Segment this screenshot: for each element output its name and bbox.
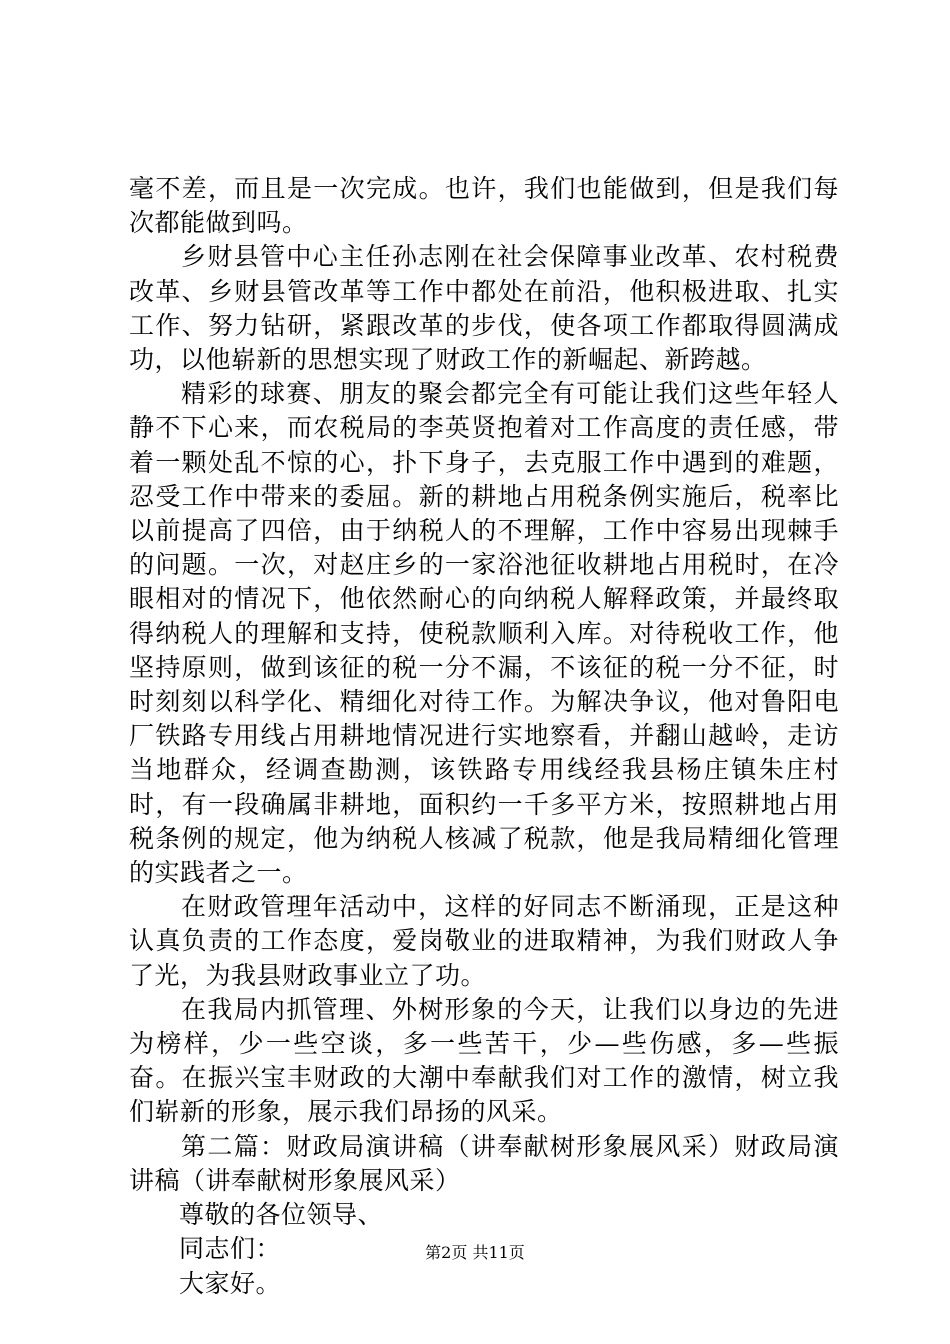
page-number-footer: 第2页 共11页	[425, 1243, 525, 1262]
paragraph-management-year: 在财政管理年活动中，这样的好同志不断涌现，正是这种认真负责的工作态度，爱岗敬业的进取精神，为我们财政人争了光，为我县财政事业立了功。	[129, 892, 839, 990]
greeting-comrades: 同志们：	[179, 1234, 282, 1264]
paragraph-continuation: 毫不差，而且是一次完成。也许，我们也能做到，但是我们每次都能做到吗。	[129, 174, 839, 238]
paragraph-closing: 在我局内抓管理、外树形象的今天，让我们以身边的先进为榜样，少一些空谈，多一些苦干，少—些伤感，多—些振奋。在振兴宝丰财政的大潮中奉献我们对工作的激情，树立我们崭新的形象，展示我们昂扬的风采。	[129, 994, 839, 1127]
greeting-leaders: 尊敬的各位领导、	[179, 1200, 384, 1230]
paragraph-li-yingxian: 精彩的球赛、朋友的聚会都完全有可能让我们这些年轻人静不下心来，而农税局的李英贤抱着对工作高度的责任感，带着一颗处乱不惊的心，扑下身子，去克服工作中遇到的难题，忍受工作中带来的委屈。新的耕地占用税条例实施后，税率比以前提高了四倍，由于纳税人的不理解，工作中容易出现棘手的问题。一次，对赵庄乡的一家浴池征收耕地占用税时，在冷眼相对的情况下，他依然耐心的向纳税人解释政策，并最终取得纳税人的理解和支持，使税款顺利入库。对待税收工作，他坚持原则，做到该征的税一分不漏，不该征的税一分不征，时时刻刻以科学化、精细化对待工作。为解决争议，他对鲁阳电厂铁路专用线占用耕地情况进行实地察看，并翻山越岭，走访当地群众，经调查勘测，该铁路专用线经我县杨庄镇朱庄村时，有一段确属非耕地，面积约一千多平方米，按照耕地占用税条例的规定，他为纳税人核减了税款，他是我局精细化管理的实践者之一。	[129, 379, 839, 888]
document-body	[129, 172, 839, 1301]
greeting-hello: 大家好。	[179, 1268, 282, 1298]
paragraph-sun-zhigang: 乡财县管中心主任孙志刚在社会保障事业改革、农村税费改革、乡财县管改革等工作中都处在前沿，他积极进取、扎实工作、努力钻研，紧跟改革的步伐，使各项工作都取得圆满成功，以他崭新的思想实现了财政工作的新崛起、新跨越。	[129, 242, 839, 375]
section-heading-part-two: 第二篇：财政局演讲稿（讲奉献树形象展风采）财政局演讲稿（讲奉献树形象展风采）	[129, 1131, 839, 1195]
